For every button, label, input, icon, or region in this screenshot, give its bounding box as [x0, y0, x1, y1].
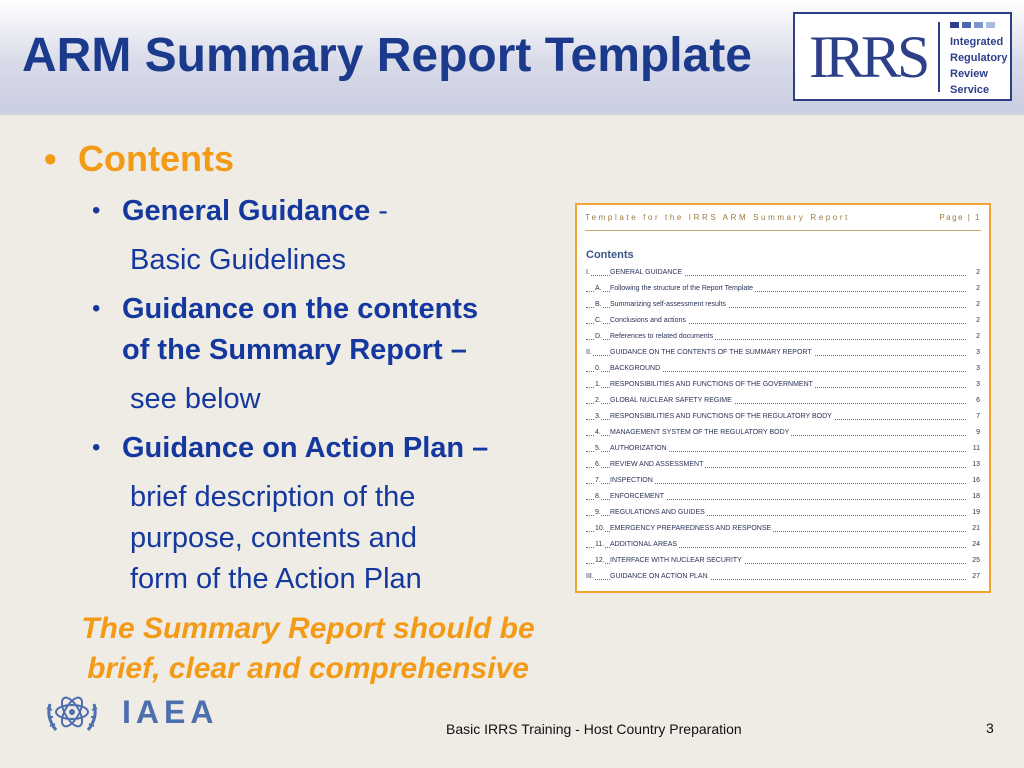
toc-page: 2	[976, 269, 980, 276]
toc-row	[586, 281, 980, 297]
document-header-rule	[585, 230, 981, 231]
toc-label: GUIDANCE ON THE CONTENTS OF THE SUMMARY REPORT	[610, 349, 812, 356]
toc-label: RESPONSIBILITIES AND FUNCTIONS OF THE REGULATORY BODY	[610, 413, 832, 420]
item-dash: -	[370, 195, 388, 227]
toc-label: BACKGROUND	[610, 365, 661, 372]
title-divider	[0, 112, 1024, 115]
toc-label: Following the structure of the Report Template	[610, 285, 754, 292]
toc-label: INSPECTION	[610, 477, 653, 484]
logo-square	[962, 22, 971, 28]
iaea-emblem-icon	[42, 684, 102, 742]
toc-label: AUTHORIZATION	[610, 445, 667, 452]
toc-number: 11.	[595, 541, 605, 548]
toc-label: GENERAL GUIDANCE	[610, 269, 683, 276]
toc-number: A.	[595, 285, 602, 292]
toc-page: 19	[972, 509, 980, 516]
footer-text: Basic IRRS Training - Host Country Preparation	[446, 721, 742, 737]
toc-row	[586, 329, 980, 345]
document-header: Template for the IRRS ARM Summary Report	[585, 213, 850, 222]
toc-label: EMERGENCY PREPAREDNESS AND RESPONSE	[610, 525, 772, 532]
toc-label: REVIEW AND ASSESSMENT	[610, 461, 704, 468]
toc-number: D.	[595, 333, 602, 340]
logo-word: Review	[950, 68, 988, 80]
toc-row	[586, 361, 980, 377]
toc-page: 2	[976, 285, 980, 292]
toc-row	[586, 393, 980, 409]
toc-page: 18	[972, 493, 980, 500]
bullet-dot: •	[92, 295, 101, 322]
toc-label: GLOBAL NUCLEAR SAFETY REGIME	[610, 397, 732, 404]
toc-number: C.	[595, 317, 602, 324]
toc-number: I.	[586, 269, 590, 276]
logo-word: Regulatory	[950, 52, 1008, 64]
toc-page: 2	[976, 301, 980, 308]
item-subtext: form of the Action Plan	[130, 563, 422, 595]
toc-page: 16	[972, 477, 980, 484]
item-heading: General Guidance	[122, 195, 371, 227]
toc-row	[586, 537, 980, 553]
toc-row	[586, 313, 980, 329]
toc-number: 6.	[595, 461, 601, 468]
toc-page: 3	[976, 381, 980, 388]
toc-label: GUIDANCE ON ACTION PLAN	[610, 573, 708, 580]
slide-title: ARM Summary Report Template	[22, 29, 752, 82]
toc-label: ADDITIONAL AREAS	[610, 541, 678, 548]
item-subtext: purpose, contents and	[130, 522, 417, 554]
bullet-dot: •	[92, 197, 101, 224]
toc-page: 27	[972, 573, 980, 580]
toc-page: 3	[976, 349, 980, 356]
toc-label: RESPONSIBILITIES AND FUNCTIONS OF THE GOVERNMENT	[610, 381, 813, 388]
toc-row	[586, 409, 980, 425]
toc-page: 6	[976, 397, 980, 404]
toc-number: 2.	[595, 397, 601, 404]
toc-row	[586, 473, 980, 489]
logo-square	[986, 22, 995, 28]
toc-row	[586, 297, 980, 313]
contents-bullet	[44, 138, 234, 180]
toc-number: 8.	[595, 493, 601, 500]
toc-number: II.	[586, 349, 592, 356]
toc-number: 0.	[595, 365, 601, 372]
toc-page: 13	[972, 461, 980, 468]
toc-page: 25	[972, 557, 980, 564]
toc-page: 2	[976, 317, 980, 324]
toc-number: B.	[595, 301, 602, 308]
logo-word: Integrated	[950, 36, 1004, 48]
bullet-dot: •	[44, 138, 57, 179]
bullet-dot: •	[92, 434, 101, 461]
irrs-logo-words	[950, 34, 1007, 98]
toc-row	[586, 265, 980, 281]
document-page-label: Page | 1	[939, 213, 981, 222]
toc-label: MANAGEMENT SYSTEM OF THE REGULATORY BODY	[610, 429, 790, 436]
toc-number: 9.	[595, 509, 601, 516]
toc-page: 9	[976, 429, 980, 436]
item-subtext: Basic Guidelines	[130, 244, 346, 276]
irrs-logo-mark: IRRS	[809, 24, 927, 90]
toc-row	[586, 345, 980, 361]
toc-row	[586, 377, 980, 393]
toc-page: 24	[972, 541, 980, 548]
toc-label: INTERFACE WITH NUCLEAR SECURITY	[610, 557, 742, 564]
irrs-logo-squares	[950, 22, 995, 28]
toc-number: 7.	[595, 477, 601, 484]
toc-page: 7	[976, 413, 980, 420]
toc-row	[586, 521, 980, 537]
toc-number: 10.	[595, 525, 605, 532]
toc-number: 5.	[595, 445, 601, 452]
toc-row	[586, 441, 980, 457]
iaea-wordmark: IAEA	[122, 694, 219, 730]
toc-row	[586, 457, 980, 473]
table-of-contents	[586, 265, 980, 585]
item-heading: of the Summary Report –	[122, 334, 467, 366]
toc-row	[586, 425, 980, 441]
toc-page: 3	[976, 365, 980, 372]
toc-page: 2	[976, 333, 980, 340]
toc-number: 1.	[595, 381, 601, 388]
logo-square	[950, 22, 959, 28]
toc-row	[586, 569, 980, 585]
irrs-logo-separator	[938, 22, 940, 92]
emphasis-line: The Summary Report should be	[81, 612, 535, 645]
toc-label: Conclusions and actions	[610, 317, 686, 324]
toc-page: 21	[972, 525, 980, 532]
toc-label: Summarizing self-assessment results	[610, 301, 726, 308]
toc-number: 12.	[595, 557, 605, 564]
toc-number: 3.	[595, 413, 601, 420]
emphasis-line: brief, clear and comprehensive	[87, 652, 529, 685]
toc-page: 11	[972, 445, 980, 452]
logo-square	[974, 22, 983, 28]
toc-heading: Contents	[586, 249, 634, 261]
logo-word: Service	[950, 84, 990, 96]
toc-number: III.	[586, 573, 594, 580]
report-template-preview	[575, 203, 991, 593]
contents-label: Contents	[78, 138, 234, 179]
toc-number: 4.	[595, 429, 601, 436]
item-subtext: brief description of the	[130, 481, 416, 513]
toc-label: REGULATIONS AND GUIDES	[610, 509, 705, 516]
toc-label: ENFORCEMENT	[610, 493, 665, 500]
item-heading: Guidance on Action Plan –	[122, 432, 489, 464]
toc-row	[586, 505, 980, 521]
toc-label: References to related documents	[610, 333, 714, 340]
item-heading: Guidance on the contents	[122, 293, 479, 325]
toc-row	[586, 489, 980, 505]
toc-row	[586, 553, 980, 569]
page-number: 3	[986, 720, 994, 736]
item-subtext: see below	[130, 383, 261, 415]
irrs-logo	[793, 12, 1012, 101]
